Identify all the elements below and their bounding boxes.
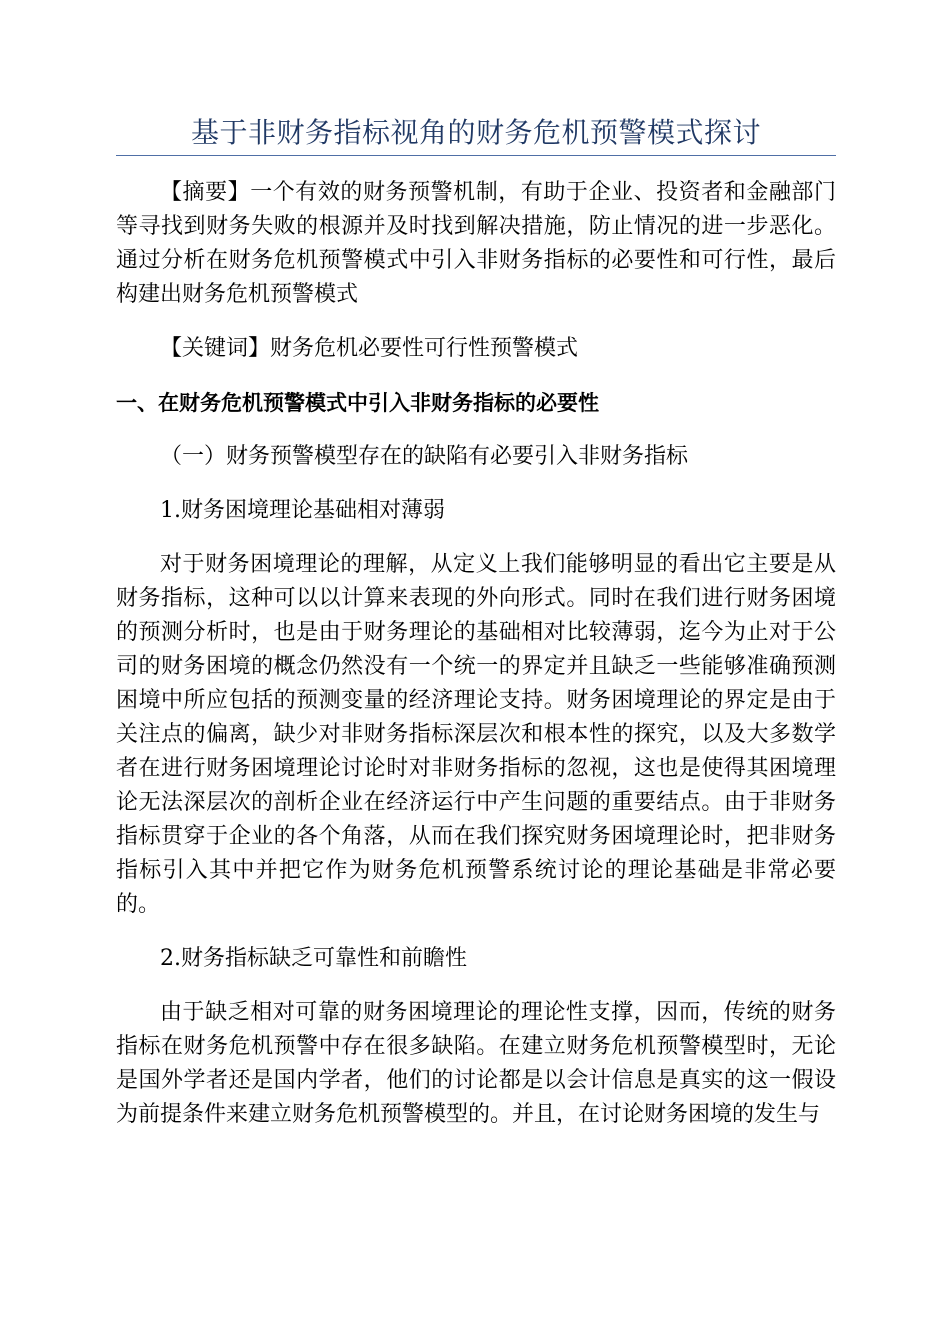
subsection-heading-1: （一）财务预警模型存在的缺陷有必要引入非财务指标 [160,444,689,469]
document-title: 基于非财务指标视角的财务危机预警模式探讨 [190,116,761,149]
point2-body-paragraph: 由于缺乏相对可靠的财务困境理论的理论性支撑，因而，传统的财务指标在财务危机预警中存在很多缺陷。在建立财务危机预警模型时，无论是国外学者还是国内学者，他们的讨论都是以会计信息是真实的这一假设为前提条件来建立财务危机预警模型的。并且，在讨论财务困境的发生与 [116,1000,836,1127]
document-page [116,0,836,1132]
section-heading-1: 一、在财务危机预警模式中引入非财务指标的必要性 [116,391,599,415]
point-heading-1: 1.财务困境理论基础相对薄弱 [160,498,445,523]
point1-body-paragraph: 对于财务困境理论的理解，从定义上我们能够明显的看出它主要是从财务指标，这种可以以计算来表现的外向形式。同时在我们进行财务困境的预测分析时，也是由于财务理论的基础相对比较薄弱，迄今为止对于公司的财务困境的概念仍然没有一个统一的界定并且缺乏一些能够准确预测困境中所应包括的预测变量的经济理论支持。财务困境理论的界定是由于关注点的偏离，缺少对非财务指标深层次和根本性的探究，以及大多数学者在进行财务困境理论讨论时对非财务指标的忽视，这也是使得其困境理论无法深层次的剖析企业在经济运行中产生问题的重要结点。由于非财务指标贯穿于企业的各个角落，从而在我们探究财务困境理论时，把非财务指标引入其中并把它作为财务危机预警系统讨论的理论基础是非常必要的。 [116,552,836,917]
abstract-paragraph: 【摘要】一个有效的财务预警机制，有助于企业、投资者和金融部门等寻找到财务失败的根源并及时找到解决措施，防止情况的进一步恶化。通过分析在财务危机预警模式中引入非财务指标的必要性和可行性，最后构建出财务危机预警模式 [116,180,836,307]
point-heading-2: 2.财务指标缺乏可靠性和前瞻性 [160,946,467,971]
title-underline [116,155,836,156]
keywords-paragraph: 【关键词】财务危机必要性可行性预警模式 [160,336,579,361]
